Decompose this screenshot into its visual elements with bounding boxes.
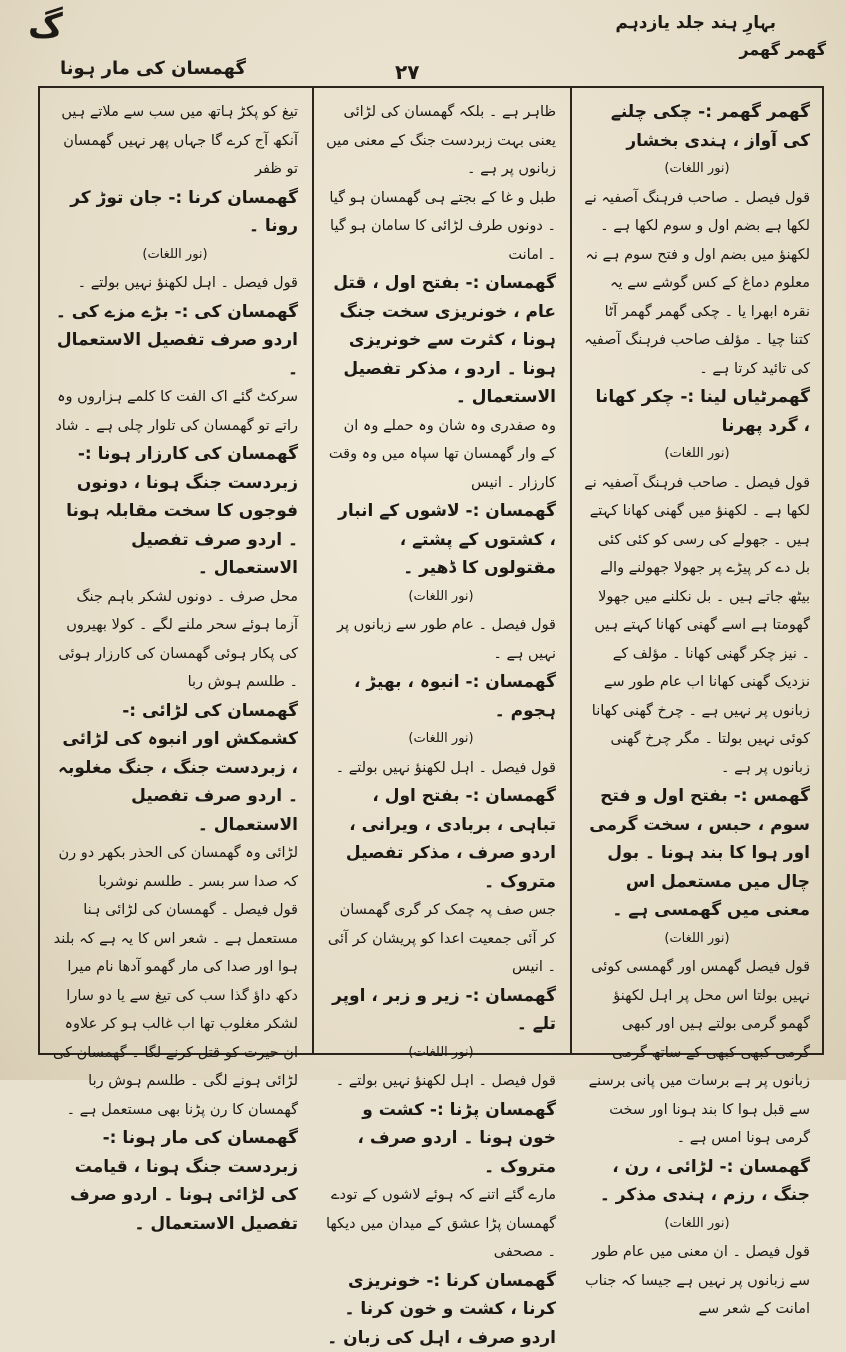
- entry-headword: گھمرٹیاں لینا :- چکر کھانا ، گرد پھرنا: [584, 383, 810, 440]
- entry-headword: گھمسان کی :- بڑے مزے کی ۔ اردو صرف تفصیل الاستعمال ۔: [52, 298, 298, 384]
- entry-text: تیغ کو پکڑ ہاتھ میں سب سے ملاتے ہیں آنکھ آج کرے گا جہاں پھر نہیں گھمسان تو ظفر: [52, 98, 298, 184]
- entry-headword: گھمسان :- لاشوں کے انبار ، کشتوں کے پشتے ، مقتولوں کا ڈھیر ۔: [326, 497, 556, 583]
- entry-headword: گھمسان :- انبوہ ، بھیڑ ، ہجوم ۔: [326, 668, 556, 725]
- corner-letter: گ: [28, 6, 63, 46]
- entry-text: گھمسان کا رن پڑنا بھی مستعمل ہے ۔: [52, 1096, 298, 1125]
- entry-text: قول فیصل ۔ اہل لکھنؤ نہیں بولتے ۔: [52, 269, 298, 298]
- entry-text: محل صرف ۔ دونوں لشکر باہم جنگ آزما ہوئے سحر ملنے لگے ۔ کولا بھیروں کی پکار ہوئی گھمسان کی کارزار ہوئی ۔ طلسم ہوش ربا: [52, 583, 298, 697]
- entry-source: (نور اللغات): [584, 925, 810, 954]
- column-left: [40, 88, 310, 1053]
- entry-source: (نور اللغات): [326, 583, 556, 612]
- entry-source: (نور اللغات): [326, 1039, 556, 1068]
- entry-source: (نور اللغات): [584, 1210, 810, 1239]
- entry-text: سرکٹ گئے اک الفت کا کلمے ہزاروں وہ راتے تو گھمسان کی تلوار چلی ہے ۔ شاد: [52, 383, 298, 440]
- entry-text: قول فیصل ۔ اہل لکھنؤ نہیں بولتے ۔: [326, 754, 556, 783]
- column-middle: [314, 88, 568, 1053]
- entry-headword: گھمس :- بفتح اول و فتح سوم ، حبس ، سخت گرمی اور ہوا کا بند ہونا ۔ بول چال میں مستعمل اس معنی میں گھمسی ہے ۔: [584, 782, 810, 925]
- entry-text: قول فیصل ۔ گھمسان کی لڑائی ہنا مستعمل ہے ۔ شعر اس کا یہ ہے کہ بلند ہوا اور صدا کی مار گھمو آدھا نام میرا دکھ داؤ گذا سب کی تیغ سے یا دو سارا لشکر مغلوب تھا اب غالب ہو کر علاوہ ان حیرت کو قتل کرنے لگا ۔ گھمسان کی لڑائی ہونے لگی ۔ طلسم ہوش ربا: [52, 896, 298, 1096]
- column-right: [572, 88, 822, 1053]
- entry-text: مارے گئے اتنے کہ ہوئے لاشوں کے تودے گھمسان پڑا عشق کے میدان میں دیکھا ۔ مصحفی: [326, 1181, 556, 1267]
- entry-text: وہ صفدری وہ شان وہ حملے وہ ان کے وار گھمسان تھا سپاہ میں وہ وقت کارزار ۔ انیس: [326, 412, 556, 498]
- page-header: [0, 0, 846, 70]
- entry-headword: گھمسان :- بفتح اول ، قتل عام ، خونریزی سخت جنگ ہونا ، کثرت سے خونریزی ہونا ۔ اردو ، مذکر تفصیل الاستعمال ۔: [326, 269, 556, 412]
- page-number: ۲۷: [395, 60, 419, 84]
- entry-source: (نور اللغات): [52, 241, 298, 270]
- entry-headword: گھمسان کی لڑائی :- کشمکش اور انبوہ کی لڑائی ، زبردست جنگ ، جنگ مغلوبہ ۔ اردو صرف تفصیل الاستعمال ۔: [52, 697, 298, 840]
- volume-title: بہارِ ہند جلد یازدہم: [615, 12, 776, 33]
- entry-headword: گھمسان پڑنا :- کشت و خون ہونا ۔ اردو صرف ، متروک ۔: [326, 1096, 556, 1182]
- entry-headword: گھمر گھمر :- چکی چلنے کی آواز ، ہندی بخشار: [584, 98, 810, 155]
- entry-text: طبل و غا کے بجتے ہی گھمسان ہو گیا ۔ دونوں طرف لڑائی کا سامان ہو گیا ۔ امانت: [326, 184, 556, 270]
- entry-text: قول فیصل ۔ ان معنی میں عام طور سے زبانوں پر نہیں ہے جیسا کہ جناب امانت کے شعر سے: [584, 1238, 810, 1324]
- last-headword-guide: گھمسان کی مار ہونا: [60, 58, 246, 79]
- entry-text: قول فیصل گھمس اور گھمسی کوئی نہیں بولتا اس محل پر اہل لکھنؤ گھمو گرمی بولتے ہیں اور کبھی گرمی کبھی کبھی کے ساتھ گرمی زبانوں پر ہے برسات میں پانی برسنے سے قبل ہوا کا بند ہونا اور سخت گرمی ہونا امس ہے ۔: [584, 953, 810, 1153]
- entry-text: ظاہر ہے ۔ بلکہ گھمسان کی لڑائی یعنی بہت زبردست جنگ کے معنی میں زبانوں پر ہے ۔: [326, 98, 556, 184]
- entry-source: (نور اللغات): [584, 440, 810, 469]
- entry-text: قول فیصل ۔ اہل لکھنؤ نہیں بولتے ۔: [326, 1067, 556, 1096]
- entry-headword: گھمسان کرنا :- جان توڑ کر رونا ۔: [52, 184, 298, 241]
- entry-text: لڑائی وہ گھمسان کی الحذر بکھر دو رن کہ صدا سر بسر ۔ طلسم نوشربا: [52, 839, 298, 896]
- first-headword-guide: گھمر گھمر: [739, 40, 826, 59]
- entry-text: قول فیصل ۔ صاحب فرہنگ آصفیہ نے لکھا ہے بضم اول و سوم لکھا ہے ۔ لکھنؤ میں بضم اول و فتح سوم ہے نہ معلوم دماغ کے کس گوشے سے یہ نقرہ ابھرا یا ۔ چکی گھمر گھمر آٹا کتنا چیا ۔ مؤلف صاحب فرہنگ آصفیہ کی تائید کرتا ہے ۔: [584, 184, 810, 384]
- entry-source: (نور اللغات): [326, 725, 556, 754]
- text-frame: [38, 86, 824, 1055]
- entry-headword: گھمسان :- لڑائی ، رن ، جنگ ، رزم ، ہندی مذکر ۔: [584, 1153, 810, 1210]
- entry-source: (نور اللغات): [584, 155, 810, 184]
- entry-headword: گھمسان کرنا :- خونریزی کرنا ، کشت و خون کرنا ۔ اردو صرف ، اہل کی زبان ۔: [326, 1267, 556, 1352]
- entry-headword: گھمسان کی مار ہونا :- زبردست جنگ ہونا ، قیامت کی لڑائی ہونا ۔ اردو صرف تفصیل الاستعمال ۔: [52, 1124, 298, 1238]
- entry-text: قول فیصل ۔ صاحب فرہنگ آصفیہ نے لکھا ہے ۔ لکھنؤ میں گھنی کھانا کہتے ہیں ۔ جھولے کی رسی کو کئی کئی بل دے کر پیڑے پر جھولا جھولنے والے بیٹھ جاتے ہیں ۔ بل نکلنے میں جھولا گھومتا ہے اسے گھنی کھانا کہتے ہیں ۔ نیز چکر گھنی کھانا ۔ مؤلف کے نزدیک گھنی کھانا اب عام طور سے زبانوں پر نہیں ہے ۔ چرخ گھنی کھانا کوئی نہیں بولتا ۔ مگر چرخ گھنی زبانوں پر ہے ۔: [584, 469, 810, 783]
- entry-text: جس صف پہ چمک کر گری گھمسان کر آئی جمعیت اعدا کو پریشان کر آئی ۔ انیس: [326, 896, 556, 982]
- entry-headword: گھمسان :- زیر و زبر ، اوپر تلے ۔: [326, 982, 556, 1039]
- entry-headword: گھمسان :- بفتح اول ، تباہی ، بربادی ، ویرانی ، اردو صرف ، مذکر تفصیل متروک ۔: [326, 782, 556, 896]
- entry-headword: گھمسان کی کارزار ہونا :- زبردست جنگ ہونا ، دونوں فوجوں کا سخت مقابلہ ہونا ۔ اردو صرف تفصیل الاستعمال ۔: [52, 440, 298, 583]
- entry-text: قول فیصل ۔ عام طور سے زبانوں پر نہیں ہے ۔: [326, 611, 556, 668]
